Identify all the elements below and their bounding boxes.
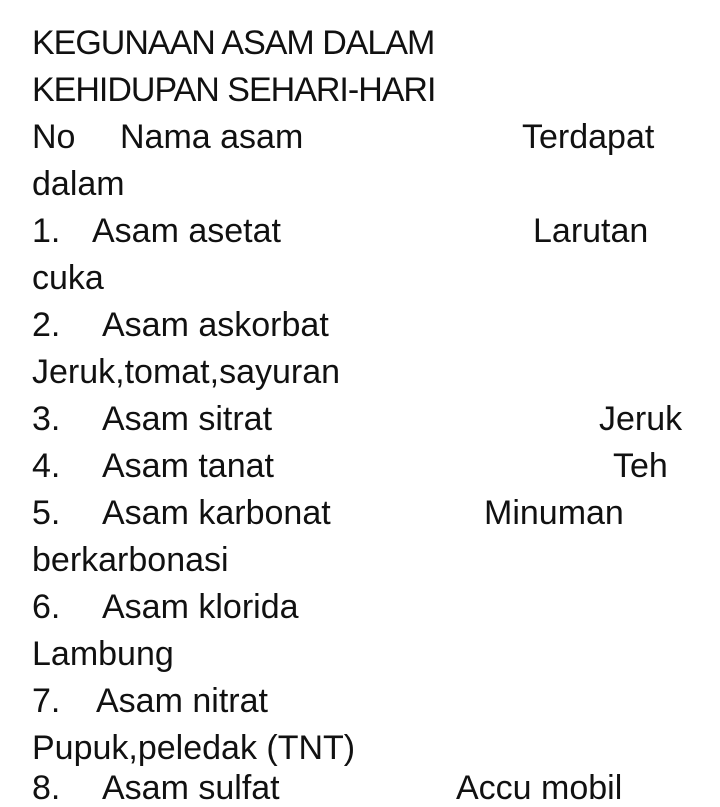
row-6-number: 6.	[32, 588, 61, 626]
row-8-number: 8.	[32, 769, 61, 807]
row-1-location-wrap: cuka	[32, 259, 104, 297]
row-5-location-wrap: berkarbonasi	[32, 541, 229, 579]
row-1-name: Asam asetat	[92, 212, 281, 250]
row-3-name: Asam sitrat	[102, 400, 273, 438]
row-1-number: 1.	[32, 212, 61, 250]
row-6-name: Asam klorida	[102, 588, 299, 626]
title-line-2: KEHIDUPAN SEHARI-HARI	[32, 71, 436, 109]
row-4-number: 4.	[32, 447, 61, 485]
row-7-name: Asam nitrat	[96, 682, 268, 720]
row-6-location-wrap: Lambung	[32, 635, 174, 673]
row-4-location: Teh	[613, 447, 668, 485]
row-7-location-wrap: Pupuk,peledak (TNT)	[32, 729, 356, 767]
row-2-name: Asam askorbat	[102, 306, 329, 344]
row-8-name: Asam sulfat	[102, 769, 280, 807]
header-name: Nama asam	[120, 118, 304, 156]
row-5-name: Asam karbonat	[102, 494, 331, 532]
row-1-location: Larutan	[533, 212, 649, 250]
title-line-1: KEGUNAAN ASAM DALAM	[32, 24, 435, 62]
row-2-number: 2.	[32, 306, 61, 344]
header-location-wrap: dalam	[32, 165, 125, 203]
row-5-number: 5.	[32, 494, 61, 532]
row-8-location: Accu mobil	[456, 769, 623, 807]
header-no: No	[32, 118, 76, 156]
row-3-number: 3.	[32, 400, 61, 438]
header-location: Terdapat	[522, 118, 655, 156]
row-5-location: Minuman	[484, 494, 624, 532]
row-7-number: 7.	[32, 682, 61, 720]
row-3-location: Jeruk	[599, 400, 683, 438]
row-4-name: Asam tanat	[102, 447, 274, 485]
row-2-location-wrap: Jeruk,tomat,sayuran	[32, 353, 341, 391]
